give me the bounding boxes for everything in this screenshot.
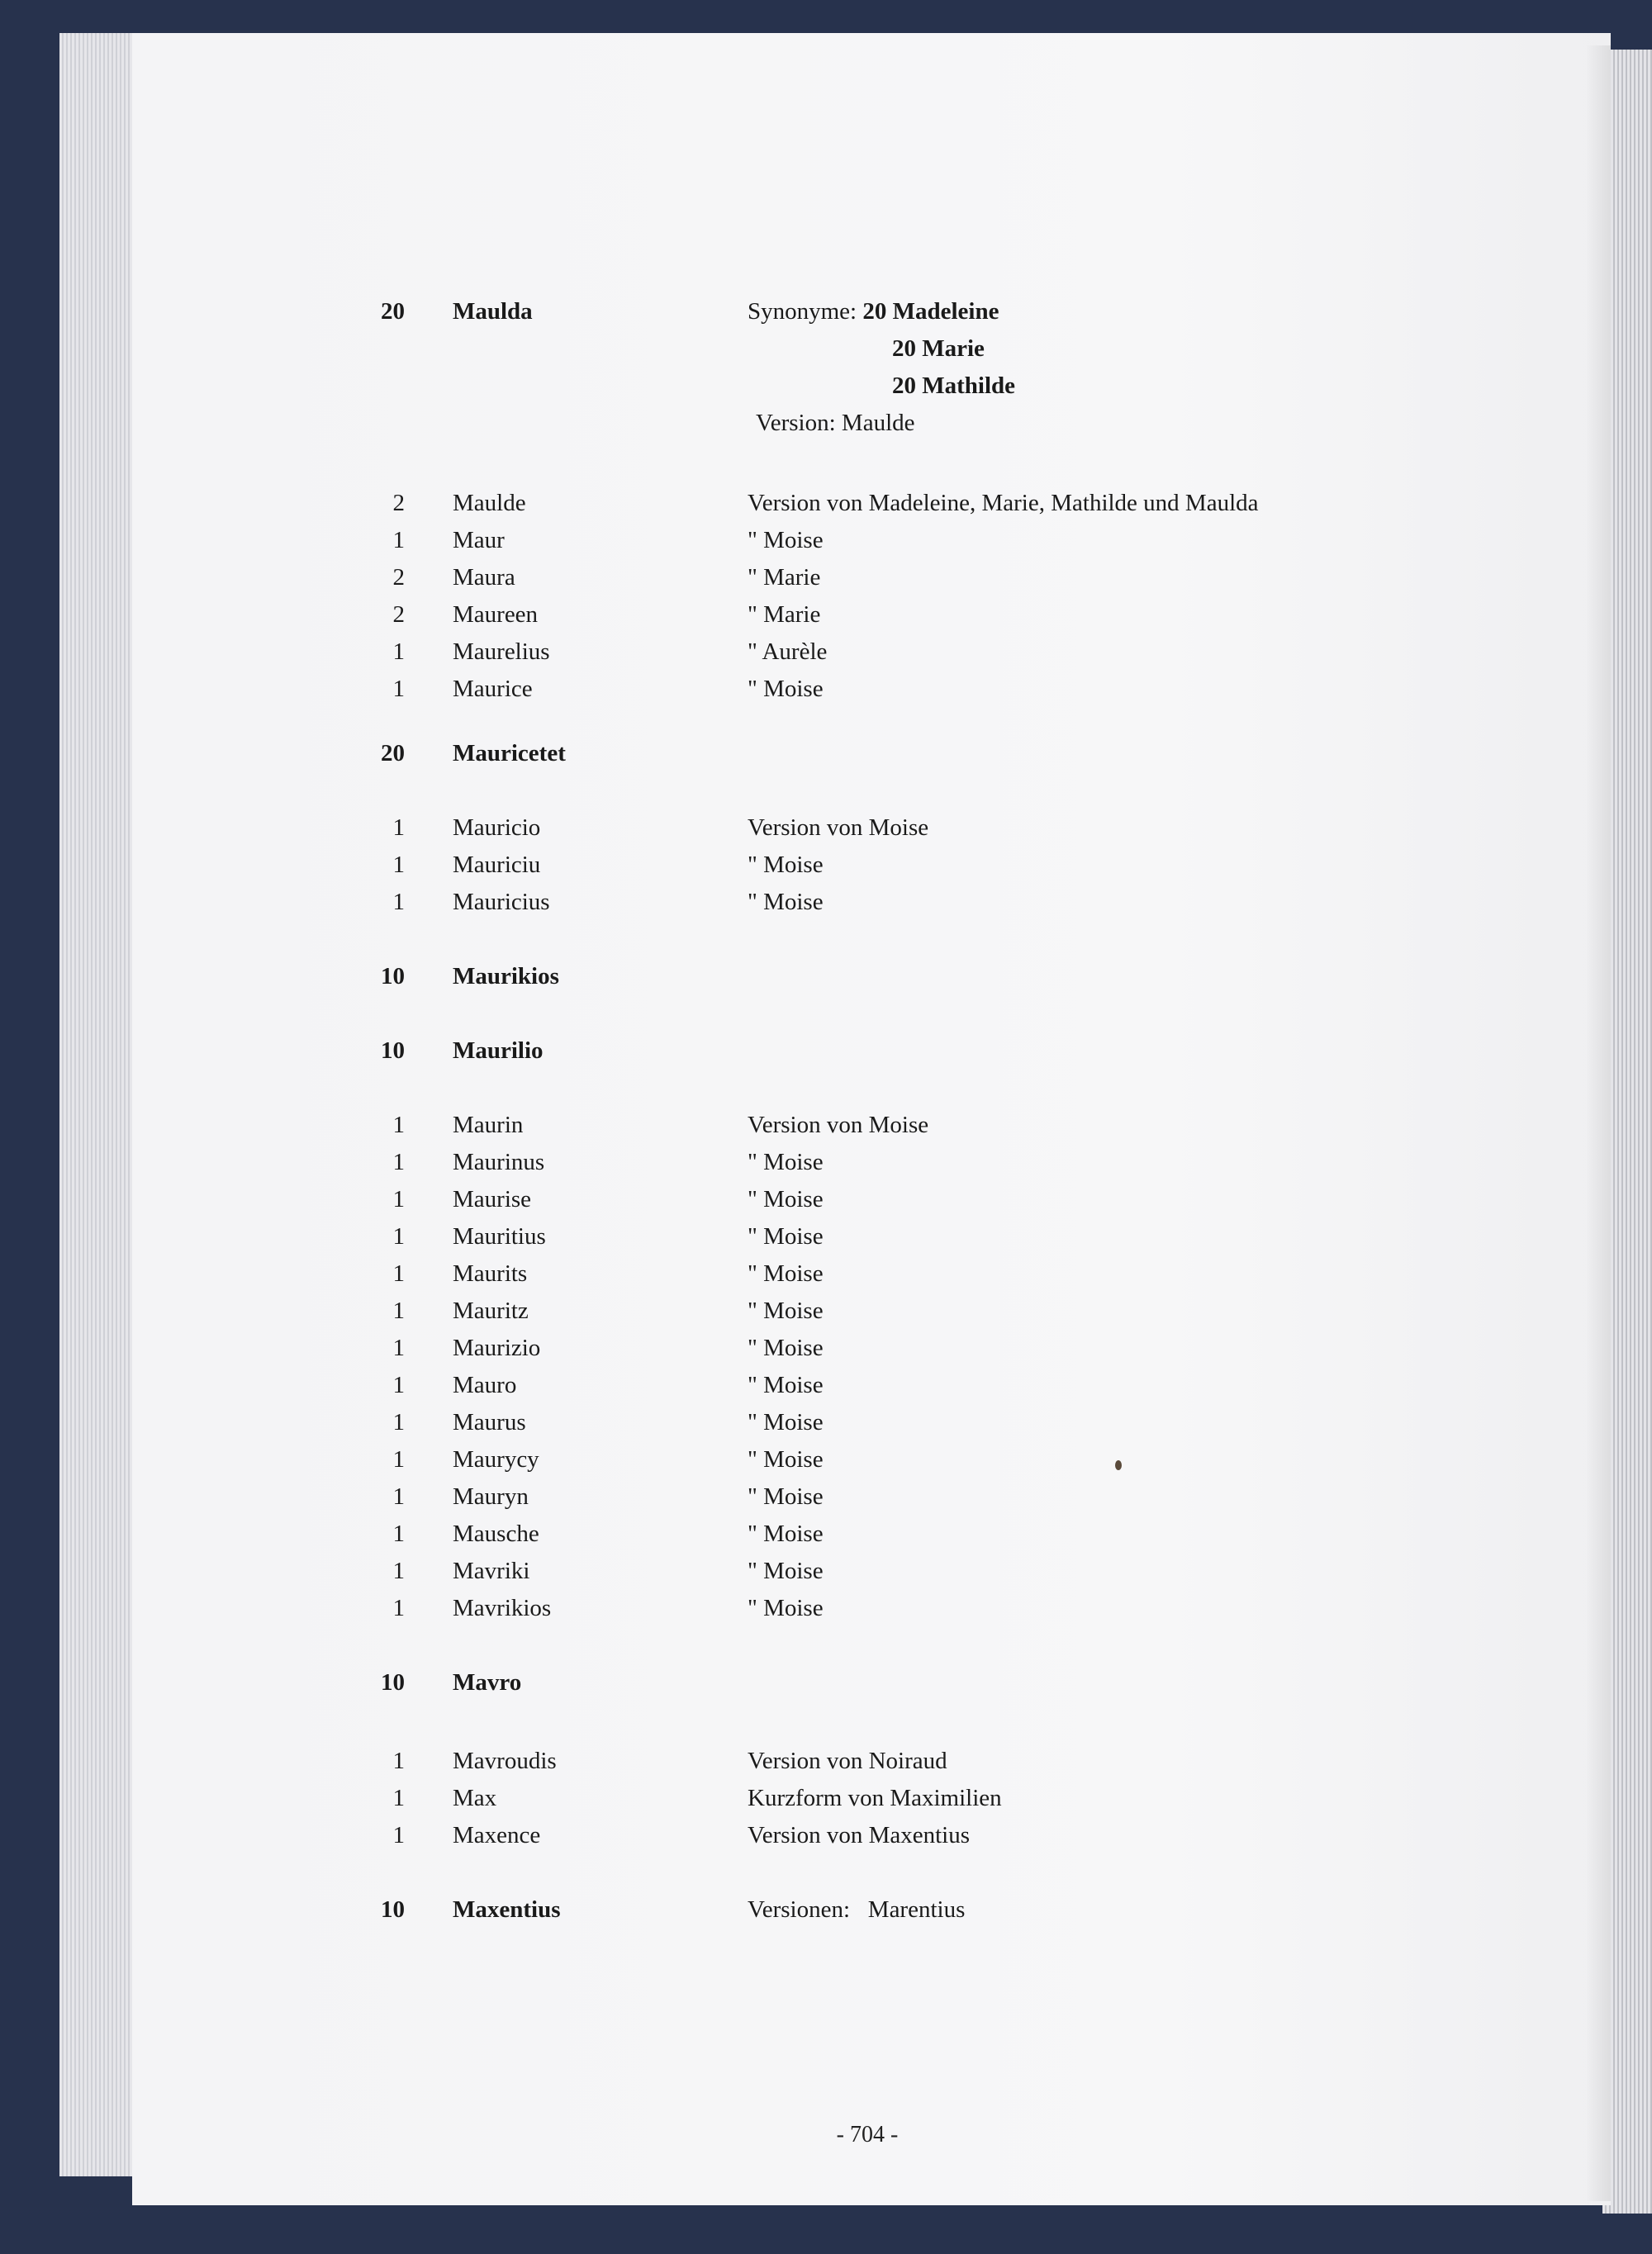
- entry-count: 2: [392, 601, 405, 628]
- entry-description: " Aurèle: [748, 638, 828, 665]
- entry-name: Maurice: [453, 676, 533, 702]
- list-item: [0, 847, 1652, 883]
- entry-name: Maurise: [453, 1186, 532, 1212]
- entry-description: Versionen: Marentius: [748, 1896, 966, 1923]
- entry-name: Maura: [453, 564, 515, 591]
- entry-count: 2: [392, 564, 405, 591]
- entry-count: 1: [392, 1446, 405, 1473]
- entry-name: Maurizio: [453, 1335, 541, 1361]
- entry-description: " Moise: [748, 1372, 824, 1398]
- entry-name: Maulde: [453, 490, 526, 516]
- list-item: [0, 1181, 1652, 1217]
- entry-count: 1: [392, 1260, 405, 1287]
- entry-description: " Moise: [748, 889, 824, 915]
- entry-count: 2: [392, 490, 405, 516]
- entry-count: 1: [392, 1409, 405, 1435]
- entry-description: " Moise: [748, 852, 824, 878]
- list-item: [0, 1330, 1652, 1366]
- list-item: [0, 735, 1652, 771]
- entry-name: Mauricio: [453, 814, 541, 841]
- entry-name: Maxence: [453, 1822, 541, 1848]
- entry-name: Mauricius: [453, 889, 550, 915]
- entry-description: Version von Moise: [748, 814, 929, 841]
- entry-name: Mavroudis: [453, 1748, 557, 1774]
- entry-description: Version von Moise: [748, 1112, 929, 1138]
- entry-count: 20: [381, 298, 405, 325]
- entry-count: 1: [392, 1223, 405, 1250]
- entry-name: Maurelius: [453, 638, 550, 665]
- list-item: [0, 559, 1652, 596]
- list-item: [0, 485, 1652, 521]
- entry-description: " Moise: [748, 1483, 824, 1510]
- list-item: [0, 1478, 1652, 1515]
- list-item: [0, 1664, 1652, 1701]
- entry-count: 1: [392, 852, 405, 878]
- entry-count: 10: [381, 1896, 405, 1923]
- entry-count: 1: [392, 676, 405, 702]
- entry-name: Maurus: [453, 1409, 526, 1435]
- list-item: [0, 405, 1652, 441]
- entry-count: 1: [392, 1595, 405, 1621]
- list-item: [0, 1218, 1652, 1255]
- entry-description: " Moise: [748, 1260, 824, 1287]
- entry-name: Mauritz: [453, 1298, 529, 1324]
- entry-name: Maur: [453, 527, 505, 553]
- list-item: [0, 1293, 1652, 1329]
- list-item: [0, 1553, 1652, 1589]
- entry-description: " Moise: [748, 1521, 824, 1547]
- entry-description: 20 Mathilde: [892, 373, 1016, 399]
- entry-name: Maurits: [453, 1260, 528, 1287]
- entry-count: 1: [392, 638, 405, 665]
- entry-count: 1: [392, 889, 405, 915]
- entry-name: Maurikios: [453, 963, 559, 989]
- list-item: [0, 809, 1652, 846]
- entry-count: 10: [381, 1037, 405, 1064]
- list-item: [0, 958, 1652, 994]
- entry-description: " Marie: [748, 601, 821, 628]
- entry-description: Synonyme: 20 Madeleine: [748, 298, 999, 325]
- list-item: [0, 1032, 1652, 1069]
- list-item: [0, 1817, 1652, 1853]
- entry-description: " Marie: [748, 564, 821, 591]
- entry-description: Version: Maulde: [756, 410, 915, 436]
- entry-description: " Moise: [748, 1186, 824, 1212]
- list-item: [0, 1891, 1652, 1928]
- entry-count: 1: [392, 1748, 405, 1774]
- entry-description: " Moise: [748, 527, 824, 553]
- entry-count: 10: [381, 1669, 405, 1696]
- entry-description: " Moise: [748, 1223, 824, 1250]
- list-item: [0, 1441, 1652, 1478]
- entry-name: Maurilio: [453, 1037, 544, 1064]
- entry-count: 1: [392, 1335, 405, 1361]
- page-number: - 704 -: [836, 2122, 899, 2147]
- entry-name: Mausche: [453, 1521, 539, 1547]
- entry-count: 20: [381, 740, 405, 766]
- entry-count: 1: [392, 1558, 405, 1584]
- entry-count: 1: [392, 1298, 405, 1324]
- entry-description: Kurzform von Maximilien: [748, 1785, 1002, 1811]
- entry-description: 20 Marie: [892, 335, 985, 362]
- list-item: [0, 293, 1652, 330]
- entry-description: Version von Noiraud: [748, 1748, 947, 1774]
- ink-smudge: [1115, 1460, 1122, 1470]
- list-item: [0, 884, 1652, 920]
- entry-name: Max: [453, 1785, 497, 1811]
- entry-description: " Moise: [748, 1558, 824, 1584]
- list-item: [0, 633, 1652, 670]
- entry-description: " Moise: [748, 1149, 824, 1175]
- entry-name: Mauryn: [453, 1483, 529, 1510]
- entry-count: 1: [392, 1483, 405, 1510]
- entry-count: 1: [392, 1372, 405, 1398]
- entry-description: " Moise: [748, 676, 824, 702]
- entry-description: " Moise: [748, 1446, 824, 1473]
- entry-name: Mauricetet: [453, 740, 566, 766]
- list-item: [0, 1255, 1652, 1292]
- entry-count: 1: [392, 1149, 405, 1175]
- list-item: [0, 1367, 1652, 1403]
- list-item: [0, 1516, 1652, 1552]
- entry-name: Mauritius: [453, 1223, 546, 1250]
- entry-name: Mauriciu: [453, 852, 541, 878]
- entry-count: 1: [392, 1822, 405, 1848]
- list-item: [0, 1743, 1652, 1779]
- list-item: [0, 330, 1652, 367]
- entry-count: 1: [392, 1785, 405, 1811]
- list-item: [0, 1107, 1652, 1143]
- entry-count: 1: [392, 527, 405, 553]
- list-item: [0, 522, 1652, 558]
- list-item: [0, 1144, 1652, 1180]
- entry-description: Version von Madeleine, Marie, Mathilde und Maulda: [748, 490, 1259, 516]
- entry-name: Maurinus: [453, 1149, 545, 1175]
- entry-description: Version von Maxentius: [748, 1822, 971, 1848]
- entry-name: Maurin: [453, 1112, 524, 1138]
- list-item: [0, 1590, 1652, 1626]
- entry-count: 1: [392, 1112, 405, 1138]
- list-item: [0, 1404, 1652, 1440]
- entry-name: Maureen: [453, 601, 539, 628]
- entry-description: " Moise: [748, 1298, 824, 1324]
- entry-name: Maulda: [453, 298, 533, 325]
- entry-name: Mauro: [453, 1372, 517, 1398]
- entry-count: 10: [381, 963, 405, 989]
- entry-description: " Moise: [748, 1595, 824, 1621]
- entry-description: " Moise: [748, 1409, 824, 1435]
- entry-name: Mavrikios: [453, 1595, 552, 1621]
- entry-name: Maxentius: [453, 1896, 561, 1923]
- entry-name: Mavro: [453, 1669, 522, 1696]
- entry-count: 1: [392, 1521, 405, 1547]
- list-item: [0, 671, 1652, 707]
- entry-name: Mavriki: [453, 1558, 530, 1584]
- entry-description: " Moise: [748, 1335, 824, 1361]
- list-item: [0, 1780, 1652, 1816]
- list-item: [0, 596, 1652, 633]
- list-item: [0, 368, 1652, 404]
- entry-name: Maurycy: [453, 1446, 539, 1473]
- entry-count: 1: [392, 1186, 405, 1212]
- entry-count: 1: [392, 814, 405, 841]
